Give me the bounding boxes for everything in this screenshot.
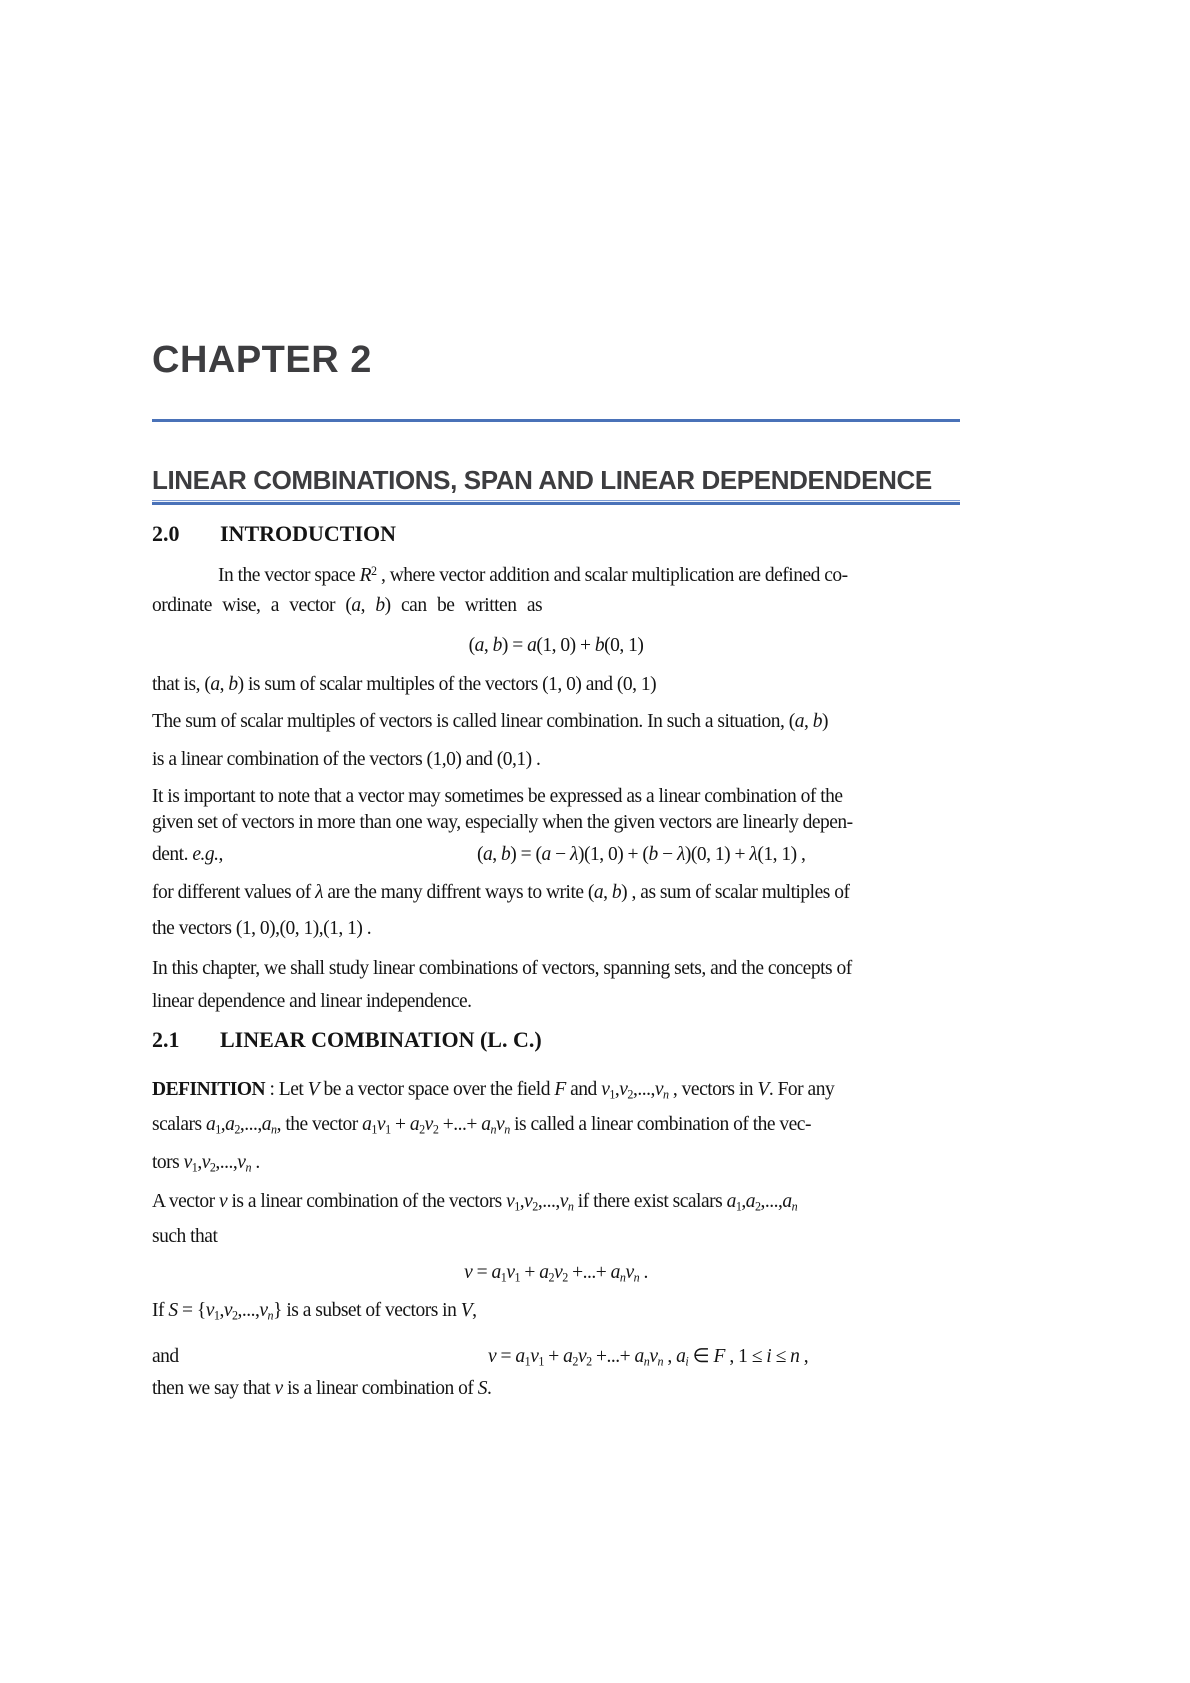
text-line: A vector v is a linear combination of the vectors v1,v2,...,vn if there exist scalars a1,a2,...,an	[152, 1191, 798, 1214]
text-line: the vectors (1, 0),(0, 1),(1, 1) .	[152, 918, 372, 939]
text-line-with-equation	[152, 1344, 960, 1376]
heading-2-0	[152, 523, 960, 545]
text-line: linear dependence and linear independence.	[152, 991, 472, 1012]
text-line: In this chapter, we shall study linear combinations of vectors, spanning sets, and the concepts of	[152, 958, 852, 979]
equation: v = a1v1 + a2v2 +...+ anvn , ai ∈ F , 1 ≤ i ≤ n ,	[488, 1346, 809, 1369]
text-line: If S = {v1,v2,...,vn} is a subset of vectors in V,	[152, 1300, 477, 1323]
text-line: In the vector space $R^2$ , where vector addition and scalar multiplication are defined co-	[218, 564, 848, 587]
equation: (a, b) = a(1, 0) + b(0, 1)	[468, 635, 644, 656]
text-line: It is important to note that a vector may sometimes be expressed as a linear combination of the	[152, 786, 843, 807]
heading-text: INTRODUCTION	[220, 521, 397, 546]
heading-number: 2.0	[152, 521, 180, 546]
page-title: LINEAR COMBINATIONS, SPAN AND LINEAR DEPENDENDENCE	[152, 465, 932, 495]
chapter-rule	[152, 419, 960, 422]
text-line: such that	[152, 1226, 218, 1247]
equation: (a, b) = (a − λ)(1, 0) + (b − λ)(0, 1) + λ(1, 1) ,	[477, 844, 806, 865]
text-label: dent. e.g.,	[152, 844, 223, 865]
page-content	[152, 341, 960, 1406]
heading-text: LINEAR COMBINATION (L. C.)	[220, 1027, 542, 1052]
text-line: then we say that v is a linear combination of S.	[152, 1378, 492, 1399]
heading-2-1	[152, 1029, 960, 1051]
text-line: tors v1,v2,...,vn .	[152, 1152, 260, 1175]
text-line: that is, (a, b) is sum of scalar multiples of the vectors (1, 0) and (0, 1)	[152, 674, 657, 695]
heading-number: 2.1	[152, 1027, 180, 1052]
equation: v = a1v1 + a2v2 +...+ anvn .	[464, 1262, 648, 1285]
text-line: is a linear combination of the vectors (1,0) and (0,1) .	[152, 749, 541, 770]
text-line: given set of vectors in more than one way, especially when the given vectors are linearly depen-	[152, 812, 853, 833]
text-label: and	[152, 1346, 179, 1367]
title-rule	[152, 500, 960, 505]
text-line: ordinate wise, a vector (a, b) can be written as	[152, 595, 543, 616]
text-line: scalars a1,a2,...,an, the vector a1v1 + a2v2 +...+ anvn is called a linear combination of the vec-	[152, 1114, 811, 1137]
text-line-with-equation	[152, 842, 960, 880]
chapter-title: CHAPTER 2	[152, 339, 372, 381]
text-line: DEFINITION : Let V be a vector space over the field F and v1,v2,...,vn , vectors in V. For any	[152, 1079, 835, 1102]
text-line: for different values of λ are the many diffrent ways to write (a, b) , as sum of scalar multiples of	[152, 882, 850, 903]
text-line: The sum of scalar multiples of vectors is called linear combination. In such a situation, (a, b)	[152, 711, 829, 732]
